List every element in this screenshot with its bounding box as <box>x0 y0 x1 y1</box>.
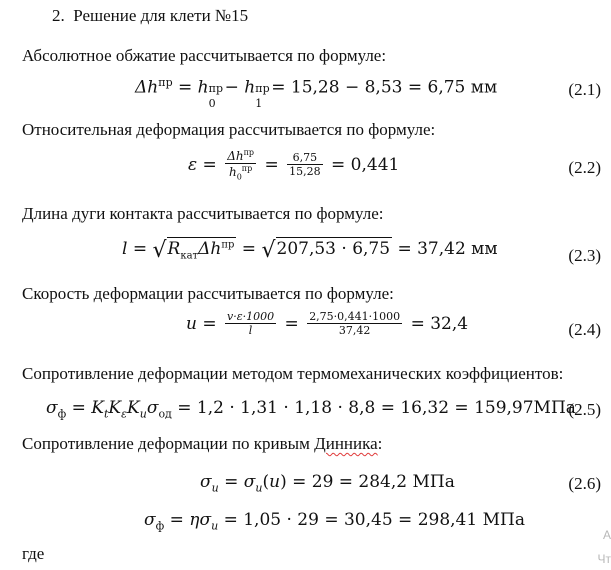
paragraph-thermo: Сопротивление деформации методом термомеханических коэффициентов: <box>22 364 564 383</box>
formula-2-3-lhs: l = <box>122 239 148 259</box>
fraction-numerator: 6,75 <box>287 151 323 165</box>
formula-2-4-result: = 32,4 <box>410 313 469 334</box>
paragraph-speed: Скорость деформации рассчитывается по формуле: <box>22 284 394 303</box>
fraction-speed-denominator: l <box>248 324 253 337</box>
formula-2-5: $\sigma_ф = K_tK_\varepsilon K_u\sigma_{од} = 1,2 \cdot 1,31 \cdot 1,18 \cdot 8,8 = 16,32 = 159,97МПа$ <box>46 398 576 421</box>
fraction-speed-numeric-numerator: 2,75·0,441·1000 <box>309 310 401 323</box>
equation-number-2-5: (2.5) <box>568 400 601 419</box>
fraction-speed-numerator: v·ε·1000 <box>227 310 275 323</box>
paragraph-dinnik-suffix: : <box>377 434 383 453</box>
equation-number-2-4: (2.4) <box>568 320 601 339</box>
formula-2-1-result: = 15,28 − 8,53 = 6,75 мм <box>271 77 498 98</box>
paragraph-dinnik-prefix: Сопротивление деформации по кривым <box>22 434 315 453</box>
formula-2-4-lhs: u = <box>186 313 217 334</box>
fraction-speed <box>225 310 276 337</box>
spellcheck-word[interactable]: Динника <box>314 434 378 453</box>
formula-2-4: u = $\frac{v\cdot\varepsilon\cdot 1000}{l}$ = $\frac{2,75\cdot 0,441\cdot 1000}{37,42}$ = 32,4 <box>186 310 469 337</box>
fraction-speed-numeric-denominator: 37,42 <box>338 324 371 337</box>
formula-2-2: ε = $\Delta h^{пр}$ $h_0^{пр}$ = $\frac{6,75}{15,28}$ = 0,441 <box>188 148 400 182</box>
section-number: 2. <box>52 6 65 25</box>
equation-number-2-2: (2.2) <box>568 158 601 177</box>
fraction-speed-numeric <box>307 310 402 337</box>
paragraph-relative: Относительная деформация рассчитывается по формуле: <box>22 120 436 139</box>
formula-2-1: $\Delta h^{пр} = h$ пр 0 − h пр 1 = 15,28 − 8,53 = 6,75 мм <box>135 76 498 110</box>
formula-2-2-result: = 0,441 <box>331 154 400 175</box>
fraction-dh-h0: $\Delta h^{пр}$ $h_0^{пр}$ <box>227 148 255 182</box>
equation-number-2-1: (2.1) <box>568 80 601 99</box>
equation-number-2-6: (2.6) <box>568 474 601 493</box>
fraction-numeric <box>287 151 323 178</box>
fraction-denominator: 15,28 <box>289 165 321 179</box>
corner-text-2: Чт <box>597 552 611 566</box>
paragraph-absolute: Абсолютное обжатие рассчитывается по формуле: <box>22 46 387 65</box>
section-title: Решение для клети №15 <box>73 6 249 25</box>
section-heading <box>52 6 248 26</box>
paragraph-arc: Длина дуги контакта рассчитывается по формуле: <box>22 204 384 223</box>
formula-2-3-radicand: 207,53 · 6,75 <box>276 239 391 259</box>
formula-2-6b: $\sigma_ф = \eta\sigma_u = 1,05 \cdot 29 = 30,45 = 298,41$ МПа <box>144 510 525 533</box>
formula-2-2-lhs: ε = <box>188 154 217 175</box>
formula-2-3-result: = 37,42 мм <box>397 239 498 259</box>
corner-text-1: А <box>602 528 611 542</box>
formula-2-3: $l = √R_{кат}\Delta h^{пр} = √207,53 \cdot 6,75 = 37,42$ мм <box>122 238 498 263</box>
formula-2-6a: $\sigma_u = \sigma_u(u) = 29 = 284,2$ МПа <box>200 472 455 495</box>
equation-number-2-3: (2.3) <box>568 246 601 265</box>
paragraph-dinnik <box>22 434 382 454</box>
paragraph-where: где <box>22 544 45 563</box>
